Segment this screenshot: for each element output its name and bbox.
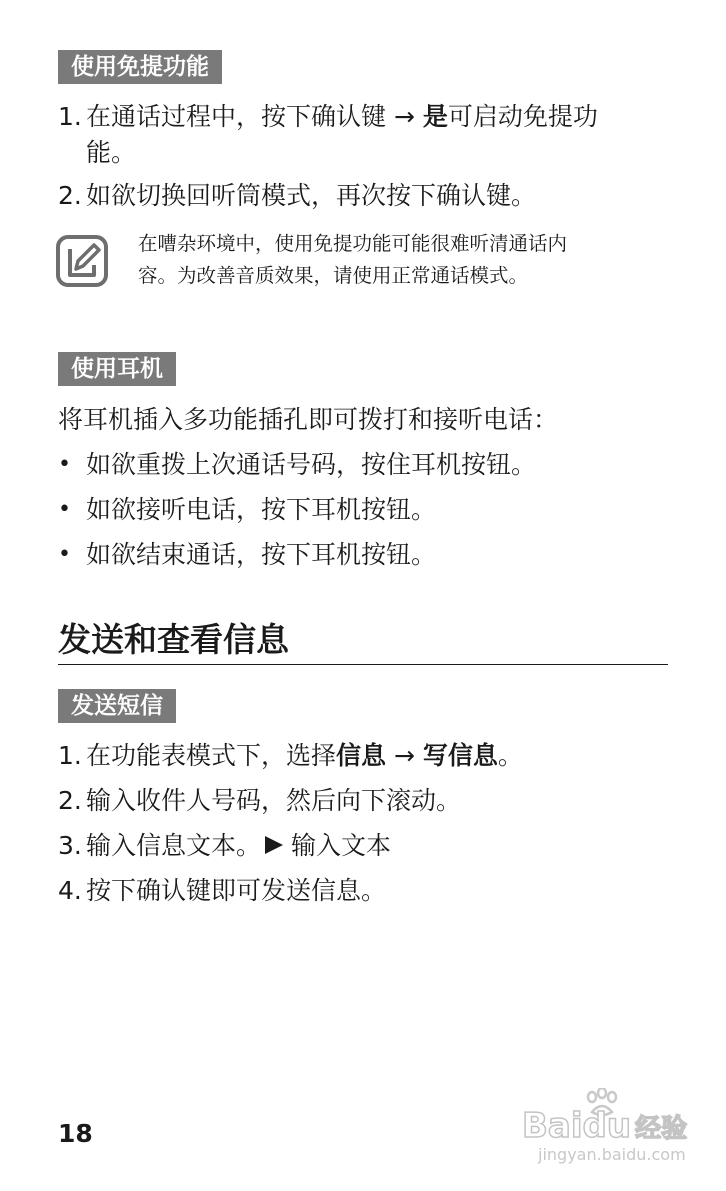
step-number: 1. [58, 102, 82, 131]
bullet-icon: • [58, 452, 71, 477]
section-tag-handsfree: 使用免提功能 [58, 50, 222, 84]
page-number: 18 [58, 1119, 93, 1148]
play-triangle-icon [263, 835, 285, 855]
bullet-text: 如欲结束通话，按下耳机按钮。 [86, 540, 437, 569]
step-text-continued: 能。 [86, 138, 137, 167]
step-number: 4. [58, 876, 82, 905]
step-keyword: 信息 [336, 741, 387, 770]
bullet-icon: • [58, 497, 71, 522]
step-text [86, 830, 391, 862]
step-number: 2. [58, 786, 82, 815]
watermark-brand [522, 1106, 687, 1146]
step-keyword: 是 [422, 102, 448, 131]
watermark-suffix: 经验 [635, 1114, 688, 1144]
note-icon [56, 235, 108, 287]
step-text [86, 101, 598, 133]
step-arrow: → [386, 741, 423, 770]
bullet-text: 如欲接听电话，按下耳机按钮。 [86, 495, 437, 524]
step-number: 3. [58, 831, 82, 860]
step-text: 如欲切换回听筒模式，再次按下确认键。 [86, 181, 537, 210]
watermark-url: jingyan.baidu.com [538, 1145, 686, 1164]
step-text: 按下确认键即可发送信息。 [86, 876, 387, 905]
note-line-2: 容。为改善音质效果，请使用正常通话模式。 [138, 264, 529, 287]
section-tag-send-sms: 发送短信 [58, 689, 176, 723]
heading-rule [58, 664, 668, 665]
step-text-pre: 在通话过程中，按下确认键 → [86, 102, 423, 131]
bullet-icon: • [58, 542, 71, 567]
step-text-post: 。 [497, 741, 523, 770]
watermark-brand-text: Baidu [522, 1106, 632, 1146]
step-number: 1. [58, 741, 82, 770]
step-text-main: 输入信息文本。 [86, 831, 262, 860]
step-text: 输入收件人号码，然后向下滚动。 [86, 786, 462, 815]
baidu-jingyan-watermark [522, 1088, 692, 1168]
chapter-heading: 发送和查看信息 [58, 620, 289, 659]
step-keyword: 写信息 [422, 741, 498, 770]
note-line-1: 在嘈杂环境中，使用免提功能可能很难听清通话内 [138, 232, 568, 255]
bullet-text: 如欲重拨上次通话号码，按住耳机按钮。 [86, 450, 537, 479]
section-tag-headset: 使用耳机 [58, 352, 176, 386]
step-number: 2. [58, 181, 82, 210]
step-text-pre: 在功能表模式下，选择 [86, 741, 337, 770]
step-text [86, 740, 523, 772]
step-cross-reference: 输入文本 [291, 831, 392, 860]
step-text-post: 可启动免提功 [447, 102, 598, 131]
headset-intro: 将耳机插入多功能插孔即可拨打和接听电话： [58, 405, 559, 434]
